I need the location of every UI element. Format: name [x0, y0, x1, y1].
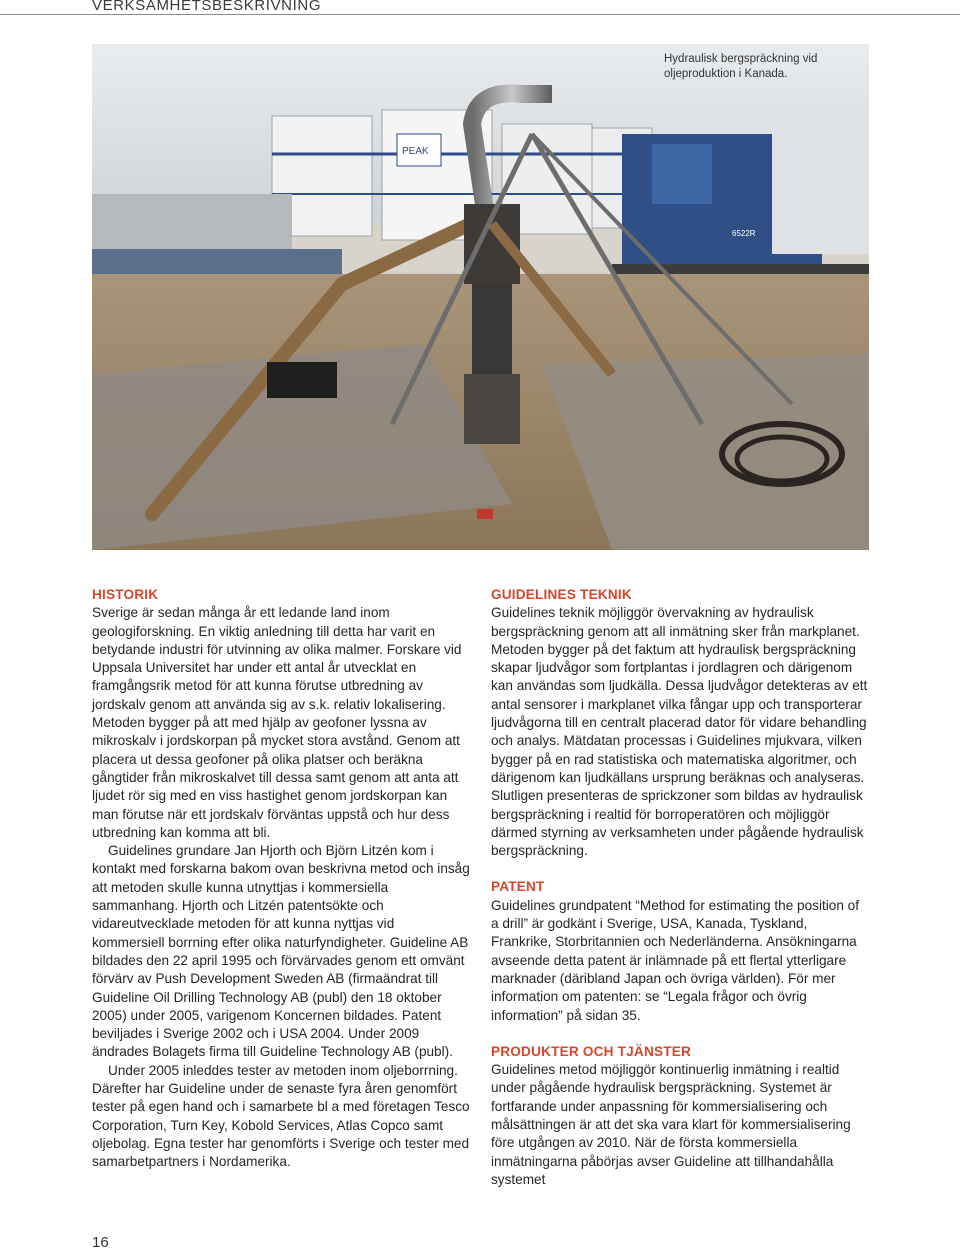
teknik-heading: GUIDELINES TEKNIK: [491, 587, 632, 602]
section-header: VERKSAMHETSBESKRIVNING: [92, 0, 322, 14]
produkter-paragraph: Guidelines metod möjliggör kontinuerlig inmätning i realtid under pågående hydraulisk bergspräckning. Systemet är fortfarande under anpassning för kommersialisering och målsättningen är att det ska vara klart för kommersialisering före utgången av 2010. När de första kommersiella inmätningarna påbörjas avser Guideline att tillhandahålla systemet: [491, 1062, 851, 1187]
left-column: [92, 586, 470, 1172]
teknik-paragraph: Guidelines teknik möjliggör övervakning av hydraulisk bergspräckning genom att all inmätning sker från markplanet. Metoden bygger på det faktum att hydraulisk bergspräckning skapar ljudvågor som fortplantas i jordlagren och därigenom kan användas som ljudkälla. Dessa ljudvågor detekteras av ett antal sensorer i markplanet vilka fångar upp och transporterar ljudvågorna till en centralt placerad dator för vidare behandling och analys. Mätdatan processas i Guidelines mjukvara, vilken bygger på en rad statistiska och matematiska algoritmer, och därigenom kan ljudkällans ursprung beräknas och analyseras. Slutligen presenteras de sprickzoner som bildas av hydraulisk bergspräckning i realtid för borroperatören och möjliggör därmed styrning av verksamheten under pågående hydraulisk bergspräckning.: [491, 605, 868, 859]
historik-heading: HISTORIK: [92, 587, 159, 602]
historik-paragraph-3: Under 2005 inleddes tester av metoden inom oljeborrning. Därefter har Guideline under de senaste fyra åren genomfört tester på egen hand och i samarbete bl a med företagen Tesco Corporation, Turn Key, Kobold Services, Atlas Copco samt oljebolag. Egna tester har genomförts i Sverige och tester med samarbetpartners i Nordamerika.: [92, 1062, 470, 1170]
right-column: [491, 586, 869, 1189]
patent-heading: PATENT: [491, 879, 545, 895]
historik-paragraph-1: Sverige är sedan många år ett ledande land inom geologiforskning. En viktig anledning till detta har varit en betydande industri för utvinning av olika malmer. Forskare vid Uppsala Universitet har under ett antal år utvecklat en framgångsrik metod för att kunna förutse utbredning av jordskalv genom att använda sig av s.k. relativ lokalisering. Metoden bygger på att med hjälp av geofoner lyssna av mikroskalv i jordskorpan på mycket stora avstånd. Genom att placera ut dessa geofoner på olika platser och beräkna gångtider från mikroskalvet till dessa samt genom att anta att ljudet rör sig med en viss hastighet genom jordskorpan kan man förutse när ett jordskalv förväntas uppstå och hur dess utbredning kan komma att bli.: [92, 605, 462, 840]
header-divider: [0, 14, 960, 15]
tank-sign: PEAK: [402, 146, 429, 157]
historik-paragraph-2: Guidelines grundare Jan Hjorth och Björn Litzén kom i kontakt med forskarna bakom ovan beskrivna metod och insåg att metoden skulle kunna utnyttjas i kommersiella sammanhang. Hjorth och Litzén patentsökte och vidareutvecklade metoden för att kunna nyttjas vid kommersiell borrning efter olika naturfyndigheter. Guideline AB bildades den 22 april 1995 och förvärvades genom ett omvänt förvärv av Push Development Sweden AB (firmaändrat till Guideline Oil Drilling Technology AB (publ) den 18 oktober 2005) under 2005, varigenom Koncernen bildades. Patent beviljades i Sverige 2002 och i USA 2004. Under 2009 ändrades Bolagets firma till Guideline Technology AB (publ).: [92, 843, 470, 1060]
truck-number: 6522R: [732, 229, 756, 238]
produkter-heading: PRODUKTER OCH TJÄNSTER: [491, 1043, 692, 1059]
patent-paragraph: Guidelines grundpatent “Method for estimating the position of a drill” är godkänt i Sverige, USA, Kanada, Tyskland, Frankrike, Storbritannien och Nederländerna. Ansökningarna avseende detta patent är inlämnade på ett flertal ytterligare marknader (däribland Japan och övriga världen). För mer information om patenten: se “Legala frågor och övrig information” på sidan 35.: [491, 897, 860, 1023]
wellhead-photo: [92, 44, 869, 550]
page-number: 16: [92, 1234, 109, 1251]
photo-caption: Hydraulisk bergspräckning vid oljeproduktion i Kanada.: [664, 53, 818, 80]
